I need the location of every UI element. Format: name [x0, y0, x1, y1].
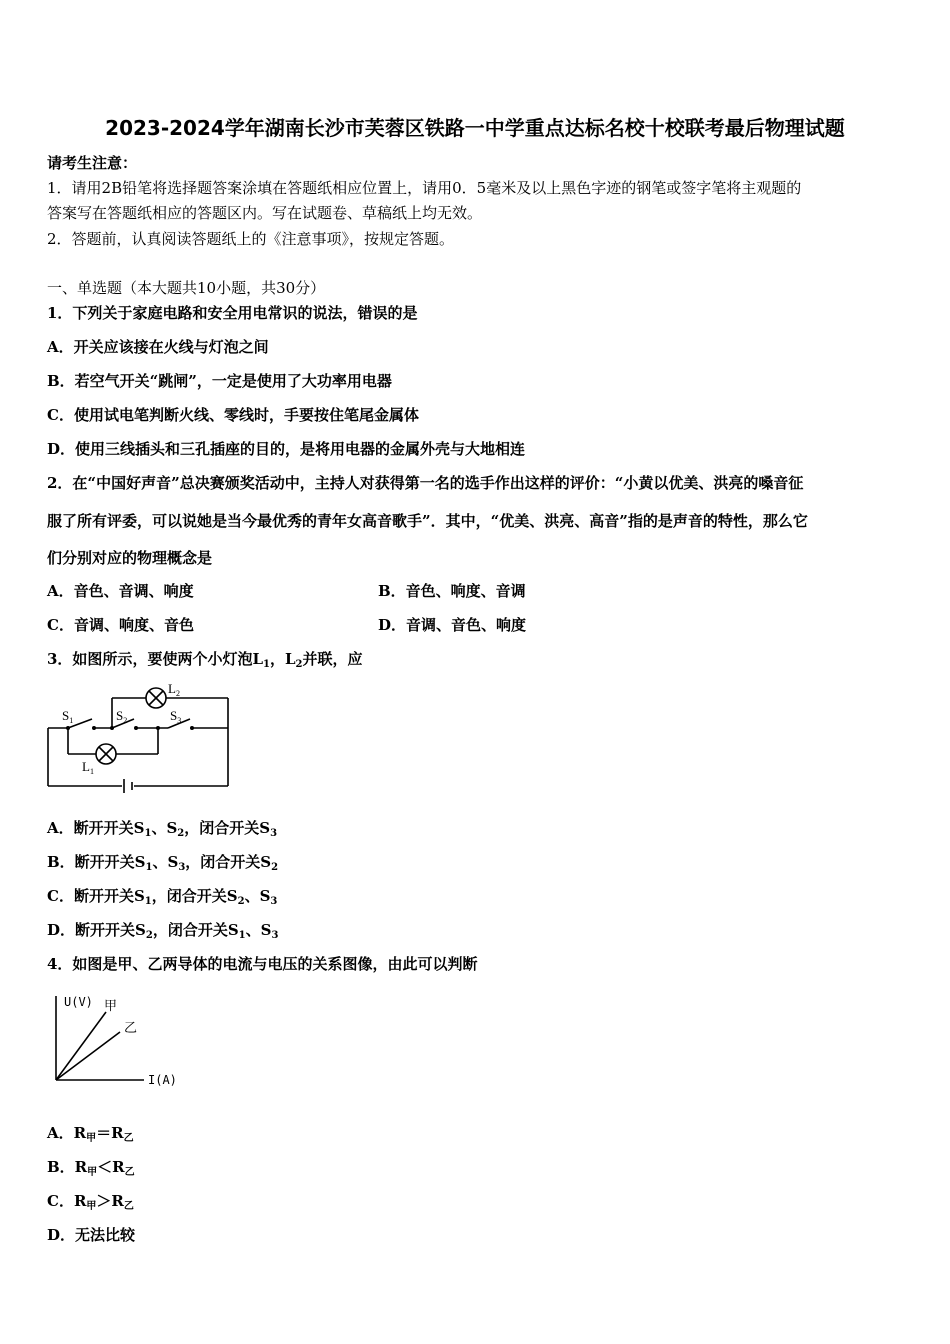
page-title: 2023-2024学年湖南长沙市芙蓉区铁路一中学重点达标名校十校联考最后物理试题	[105, 116, 845, 140]
label-l1: $L_1$	[82, 759, 94, 776]
q4-stem: 4．如图是甲、乙两导体的电流与电压的关系图像，由此可以判断	[47, 955, 478, 973]
line-yi	[56, 1032, 120, 1080]
q3-stem-sep: ，L	[269, 650, 296, 668]
q3-stem-pre: 3．如图所示，要使两个小灯泡L	[47, 650, 263, 668]
y-axis-label: U(V)	[64, 995, 93, 1009]
notice-line-1: 1．请用2B铅笔将选择题答案涂填在答题纸相应位置上，请用0．5毫米及以上黑色字迹的钢笔或签字笔将主观题的	[47, 179, 802, 197]
label-s1: $S_1$	[62, 708, 74, 725]
label-s2: $S_2$	[116, 708, 128, 725]
q3-option-a: A．断开开关$S_1$、$S_2$，闭合开关$S_3$	[47, 819, 278, 839]
q3-option-b: B．断开开关$S_1$、$S_3$，闭合开关$S_2$	[47, 853, 279, 873]
label-l2: $L_2$	[168, 681, 180, 698]
q1-option-a: A．开关应该接在火线与灯泡之间	[47, 338, 269, 356]
notice-line-2: 答案写在答题纸相应的答题区内。写在试题卷、草稿纸上均无效。	[47, 204, 483, 222]
q1-stem: 1．下列关于家庭电路和安全用电常识的说法，错误的是	[47, 304, 418, 322]
q3-option-d: D．断开开关$S_2$，闭合开关$S_1$、$S_3$	[47, 921, 279, 941]
q2-stem-line-3: 们分别对应的物理概念是	[47, 549, 213, 567]
label-s3: $S_3$	[170, 708, 182, 725]
q1-option-d: D．使用三线插头和三孔插座的目的，是将用电器的金属外壳与大地相连	[47, 440, 526, 458]
q3-option-c: C．断开开关$S_1$，闭合开关$S_2$、$S_3$	[47, 887, 278, 907]
q4-option-d: D．无法比较	[47, 1226, 136, 1244]
q2-option-d: D．音调、音色、响度	[378, 616, 527, 634]
q2-stem-line-1: 2．在“中国好声音”总决赛颁奖活动中，主持人对获得第一名的选手作出这样的评价：“小黄以优美、洪亮的嗓音征	[47, 474, 804, 492]
section-heading: 一、单选题（本大题共10小题，共30分）	[47, 279, 326, 297]
q3-stem-sub-1: 1	[263, 659, 270, 670]
q2-option-b: B．音色、响度、音调	[378, 582, 526, 600]
label-jia: 甲	[104, 999, 118, 1014]
q3-stem-post: 并联，应	[302, 650, 363, 668]
q3-circuit-diagram	[40, 676, 240, 796]
q4-option-b: B．$R_甲<R_乙$	[47, 1158, 135, 1178]
q1-option-c: C．使用试电笔判断火线、零线时，手要按住笔尾金属体	[47, 406, 419, 424]
notice-heading: 请考生注意：	[47, 154, 138, 172]
q1-option-b: B．若空气开关“跳闸”，一定是使用了大功率用电器	[47, 372, 392, 390]
x-axis-label: I(A)	[148, 1073, 177, 1087]
q2-option-c: C．音调、响度、音色	[47, 616, 194, 634]
q2-option-a: A．音色、音调、响度	[47, 582, 194, 600]
line-jia	[56, 1012, 106, 1080]
q2-stem-line-2: 服了所有评委，可以说她是当今最优秀的青年女高音歌手”．其中，“优美、洪亮、高音”指的是声音的特性，那么它	[47, 512, 808, 530]
label-yi: 乙	[124, 1021, 138, 1036]
q4-option-a: A．$R_甲=R_乙$	[47, 1124, 134, 1144]
q3-stem	[47, 648, 363, 670]
q4-option-c: C．$R_甲>R_乙$	[47, 1192, 134, 1212]
q4-graph	[44, 990, 194, 1090]
notice-line-3: 2．答题前，认真阅读答题纸上的《注意事项》，按规定答题。	[47, 230, 455, 248]
q3-stem-sub-2: 2	[295, 659, 303, 670]
